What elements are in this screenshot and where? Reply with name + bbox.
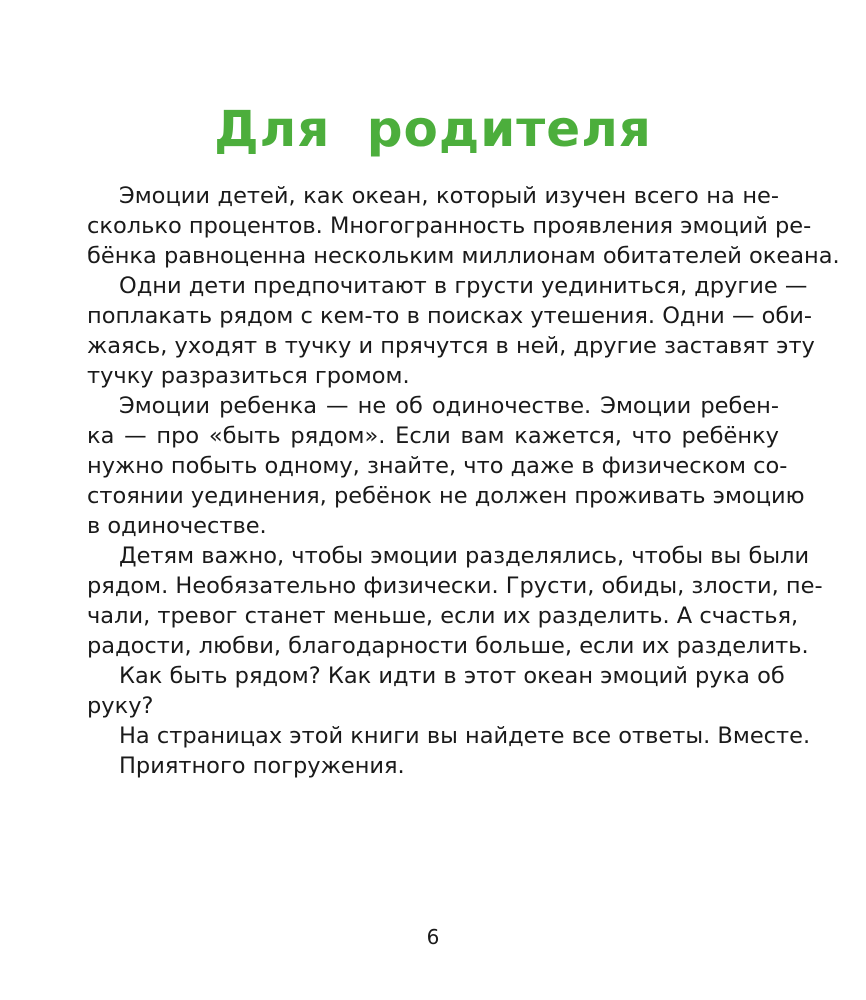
- text-line: На страницах этой книги вы найдете все ответы. Вместе.: [119, 723, 811, 749]
- body-text: [87, 181, 840, 781]
- text-line: сколько процентов. Многогранность проявления эмоций ре-: [87, 213, 812, 239]
- text-line: жаясь, уходят в тучку и прячутся в ней, другие заставят эту: [87, 333, 815, 359]
- text-line: нужно побыть одному, знайте, что даже в физическом со-: [87, 453, 788, 479]
- text-line: Приятного погружения.: [119, 753, 405, 779]
- text-line: Одни дети предпочитают в грусти уединиться, другие —: [119, 273, 808, 299]
- text-line: Эмоции ребенка — не об одиночестве. Эмоции ребен-: [119, 393, 779, 419]
- page-number: 6: [426, 925, 440, 949]
- text-line: Как быть рядом? Как идти в этот океан эмоций рука об: [119, 663, 785, 689]
- text-line: радости, любви, благодарности больше, если их разделить.: [87, 633, 809, 659]
- text-line: руку?: [87, 693, 154, 719]
- text-line: рядом. Необязательно физически. Грусти, обиды, злости, пе-: [87, 573, 823, 599]
- text-line: ка — про «быть рядом». Если вам кажется, что ребёнку: [87, 423, 779, 449]
- text-line: в одиночестве.: [87, 513, 267, 539]
- text-line: Эмоции детей, как океан, который изучен всего на не-: [119, 183, 779, 209]
- text-line: чали, тревог станет меньше, если их разделить. А счастья,: [87, 603, 799, 629]
- text-line: Детям важно, чтобы эмоции разделялись, чтобы вы были: [119, 543, 810, 569]
- page-title: Для родителя: [214, 100, 652, 158]
- text-line: поплакать рядом с кем-то в поисках утешения. Одни — оби-: [87, 303, 812, 329]
- text-line: тучку разразиться громом.: [87, 363, 410, 389]
- text-line: бёнка равноценна нескольким миллионам обитателей океана.: [87, 243, 840, 269]
- text-line: стоянии уединения, ребёнок не должен проживать эмоцию: [87, 483, 805, 509]
